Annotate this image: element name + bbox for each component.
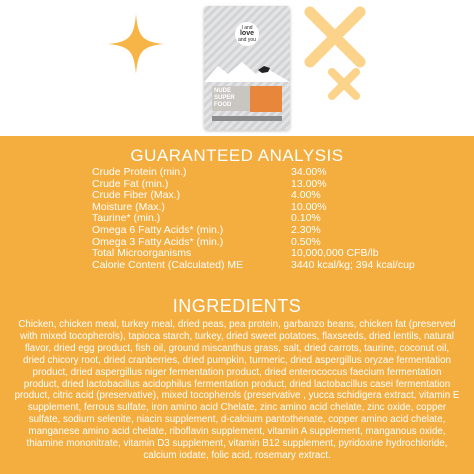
hero-area xyxy=(0,0,474,136)
product-bag-image xyxy=(204,6,290,130)
analysis-name: Taurine* (min.) xyxy=(92,212,161,225)
analysis-value: 0.10% xyxy=(291,212,321,225)
analysis-name: Crude Protein (min.) xyxy=(92,166,187,178)
analysis-row xyxy=(92,167,415,179)
analysis-value: 0.50% xyxy=(291,235,321,248)
product-title: NUDE SUPER FOOD xyxy=(212,86,250,111)
analysis-name: Omega 3 Fatty Acids* (min.) xyxy=(92,235,224,248)
analysis-name: Crude Fat (min.) xyxy=(92,177,169,190)
mountain-illustration xyxy=(204,60,290,82)
analysis-value: 13.00% xyxy=(291,177,327,190)
analysis-name: Total Microorganisms xyxy=(92,247,192,260)
analysis-name: Moisture (Max.) xyxy=(92,200,165,213)
analysis-row xyxy=(92,225,415,237)
analysis-value: 2.30% xyxy=(291,223,321,236)
analysis-name: Calorie Content (Calculated) ME xyxy=(92,258,244,271)
product-strip xyxy=(212,116,282,121)
brand-logo: I and love and you xyxy=(235,22,259,46)
info-panel xyxy=(0,136,474,474)
ingredients-title: INGREDIENTS xyxy=(172,296,302,316)
analysis-name: Omega 6 Fatty Acids* (min.) xyxy=(92,223,224,236)
analysis-value: 34.00% xyxy=(291,166,327,178)
cross-icon xyxy=(300,4,370,70)
analysis-row xyxy=(92,248,415,260)
analysis-value: 10.00% xyxy=(291,200,327,213)
analysis-row xyxy=(92,260,415,272)
analysis-value: 3440 kcal/kg; 394 kcal/cup xyxy=(291,258,415,271)
analysis-value: 4.00% xyxy=(291,189,321,202)
analysis-value: 10,000,000 CFB/lb xyxy=(291,247,379,260)
product-badge xyxy=(250,86,282,112)
ingredients-text: Chicken, chicken meal, turkey meal, dried peas, pea protein, garbanzo beans, chicken fat (preserved with mixed tocopherols), tapioca starch, turkey, dried sweet potatoes, flaxseeds, dried lentils, natural flavor, dried egg product, fish oil, ground miscanthus grass, salt, dried carrots, taurine, coconut oil, dried chicory root, dried cranberries, dried pumpkin, turmeric, dried aspergillus oryzae fermentation product, dried aspergillus niger fermentation product, dried enterococcus faecium fermentation product, dried lactobacillus acidophilus fermentation product, dried lactobacillus casei fermentation product, citric acid (preservative), mixed tocopherols (preservative , yucca schidigera extract, vitamin E supplement, ferrous sulfate, iron amino acid Chelate, zinc amino acid chelate, zinc oxide, copper sulfate, sodium selenite, niacin supplement, d-calcium pantothenate, copper amino acid chelate, manganese amino acid chelate, riboflavin supplement, vitamin A supplement, manganous oxide, thiamine mononitrate, vitamin D3 supplement, vitamin B12 supplement, pyridoxine hydrochloride, calcium iodate, folic acid, rosemary extract. xyxy=(14,319,460,461)
star-icon xyxy=(108,14,164,74)
cross-icon xyxy=(326,66,362,102)
guaranteed-analysis-table xyxy=(92,167,415,271)
analysis-name: Crude Fiber (Max.) xyxy=(92,189,181,202)
guaranteed-analysis-title: GUARANTEED ANALYSIS xyxy=(130,146,344,165)
